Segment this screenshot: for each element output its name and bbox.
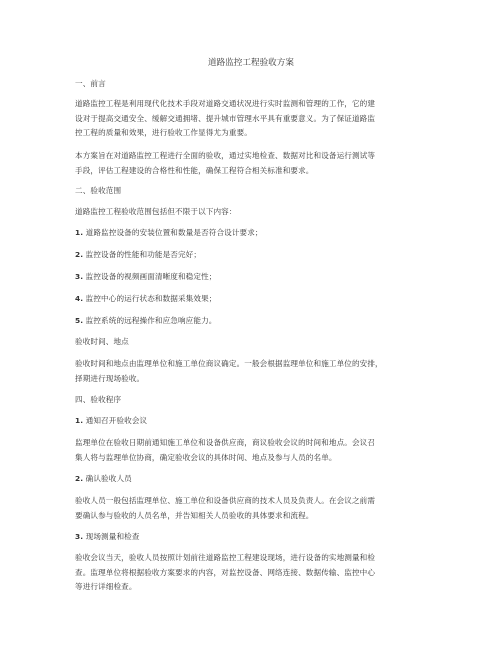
- time-paragraph: [75, 357, 433, 386]
- step-number: 3.: [75, 532, 84, 541]
- scope-item-3: [75, 270, 433, 285]
- paragraph-line: 验收会议当天，验收人员按照计划前往道路监控工程建设现场，进行设备的实地测量和检: [75, 553, 376, 562]
- intro-paragraph-1: [75, 97, 433, 141]
- intro-paragraph-2: [75, 149, 433, 178]
- paragraph-line: 集人将与监理单位协商，确定验收会议的具体时间、地点及参与人员的名单。: [75, 452, 337, 462]
- paragraph-line: 择期进行现场验收。: [75, 373, 145, 383]
- document-title: 道路监控工程验收方案: [208, 58, 294, 68]
- section-heading-time-place: [75, 335, 433, 350]
- step-1-heading: [75, 414, 433, 429]
- list-number: 2.: [75, 250, 84, 259]
- scope-item-2: [75, 248, 433, 263]
- paragraph-line: 查。监理单位将根据验收方案要求的内容，对监控设备、网络连接、数据传输、监控中心: [75, 567, 376, 577]
- list-number: 4.: [75, 294, 84, 303]
- section-heading-preface: [75, 77, 433, 92]
- list-text: 监控中心的运行状态和数据采集效果；: [83, 294, 217, 303]
- heading-text: 四、验收程序: [75, 395, 122, 404]
- step-2-paragraph: [75, 494, 433, 523]
- step-title: 确认验收人员: [83, 474, 132, 483]
- scope-item-4: [75, 292, 433, 307]
- step-3-heading: [75, 530, 433, 545]
- list-text: 监控系统的远程操作和应急响应能力。: [83, 316, 217, 325]
- heading-text: 验收时间、地点: [75, 337, 129, 346]
- step-title: 通知召开验收会议: [83, 416, 148, 425]
- paragraph-line: 设对于提高交通安全、缓解交通拥堵、提升城市管理水平具有重要意义。为了保证道路监: [75, 113, 376, 123]
- step-number: 1.: [75, 416, 84, 425]
- scope-item-1: [75, 226, 433, 241]
- step-1-paragraph: [75, 436, 433, 465]
- paragraph-line: 手段，评估工程建设的合格性和性能，确保工程符合相关标准和要求。: [75, 165, 314, 175]
- paragraph-line: 道路监控工程是利用现代化技术手段对道路交通状况进行实时监测和管理的工作，它的建: [75, 99, 376, 108]
- section-heading-scope: [75, 184, 433, 199]
- paragraph-line: 等进行详细检查。: [75, 582, 137, 592]
- list-text: 道路监控设备的安装位置和数量是否符合设计要求；: [83, 228, 263, 237]
- list-text: 监控设备的性能和功能是否完好；: [83, 250, 202, 259]
- step-number: 2.: [75, 474, 84, 483]
- list-number: 3.: [75, 272, 84, 281]
- heading-text: 一、前言: [75, 79, 106, 88]
- paragraph-line: 控工程的质量和效果，进行验收工作显得尤为重要。: [75, 128, 252, 138]
- list-number: 5.: [75, 316, 84, 325]
- list-text: 监控设备的视频画面清晰度和稳定性；: [83, 272, 217, 281]
- list-number: 1.: [75, 228, 84, 237]
- paragraph-line: 监理单位在验收日期前通知施工单位和设备供应商，商议验收会议的时间和地点。会议召: [75, 438, 376, 447]
- step-2-heading: [75, 472, 433, 487]
- heading-text: 二、验收范围: [75, 186, 122, 195]
- section-heading-procedure: [75, 393, 433, 408]
- paragraph-line: 要确认参与验收的人员名单，并告知相关人员验收的具体要求和流程。: [75, 510, 314, 520]
- paragraph-line: 本方案旨在对道路监控工程进行全面的验收，通过实地检查、数据对比和设备运行测试等: [75, 151, 376, 160]
- step-title: 现场测量和检查: [83, 532, 140, 541]
- paragraph-line: 道路监控工程验收范围包括但不限于以下内容：: [75, 207, 237, 216]
- scope-intro: [75, 205, 433, 220]
- scope-item-5: [75, 314, 433, 329]
- paragraph-line: 验收时间和地点由监理单位和施工单位商议确定。一般会根据监理单位和施工单位的安排，: [75, 359, 383, 368]
- step-3-paragraph: [75, 551, 433, 595]
- paragraph-line: 验收人员一般包括监理单位、施工单位和设备供应商的技术人员及负责人。在会议之前需: [75, 496, 376, 505]
